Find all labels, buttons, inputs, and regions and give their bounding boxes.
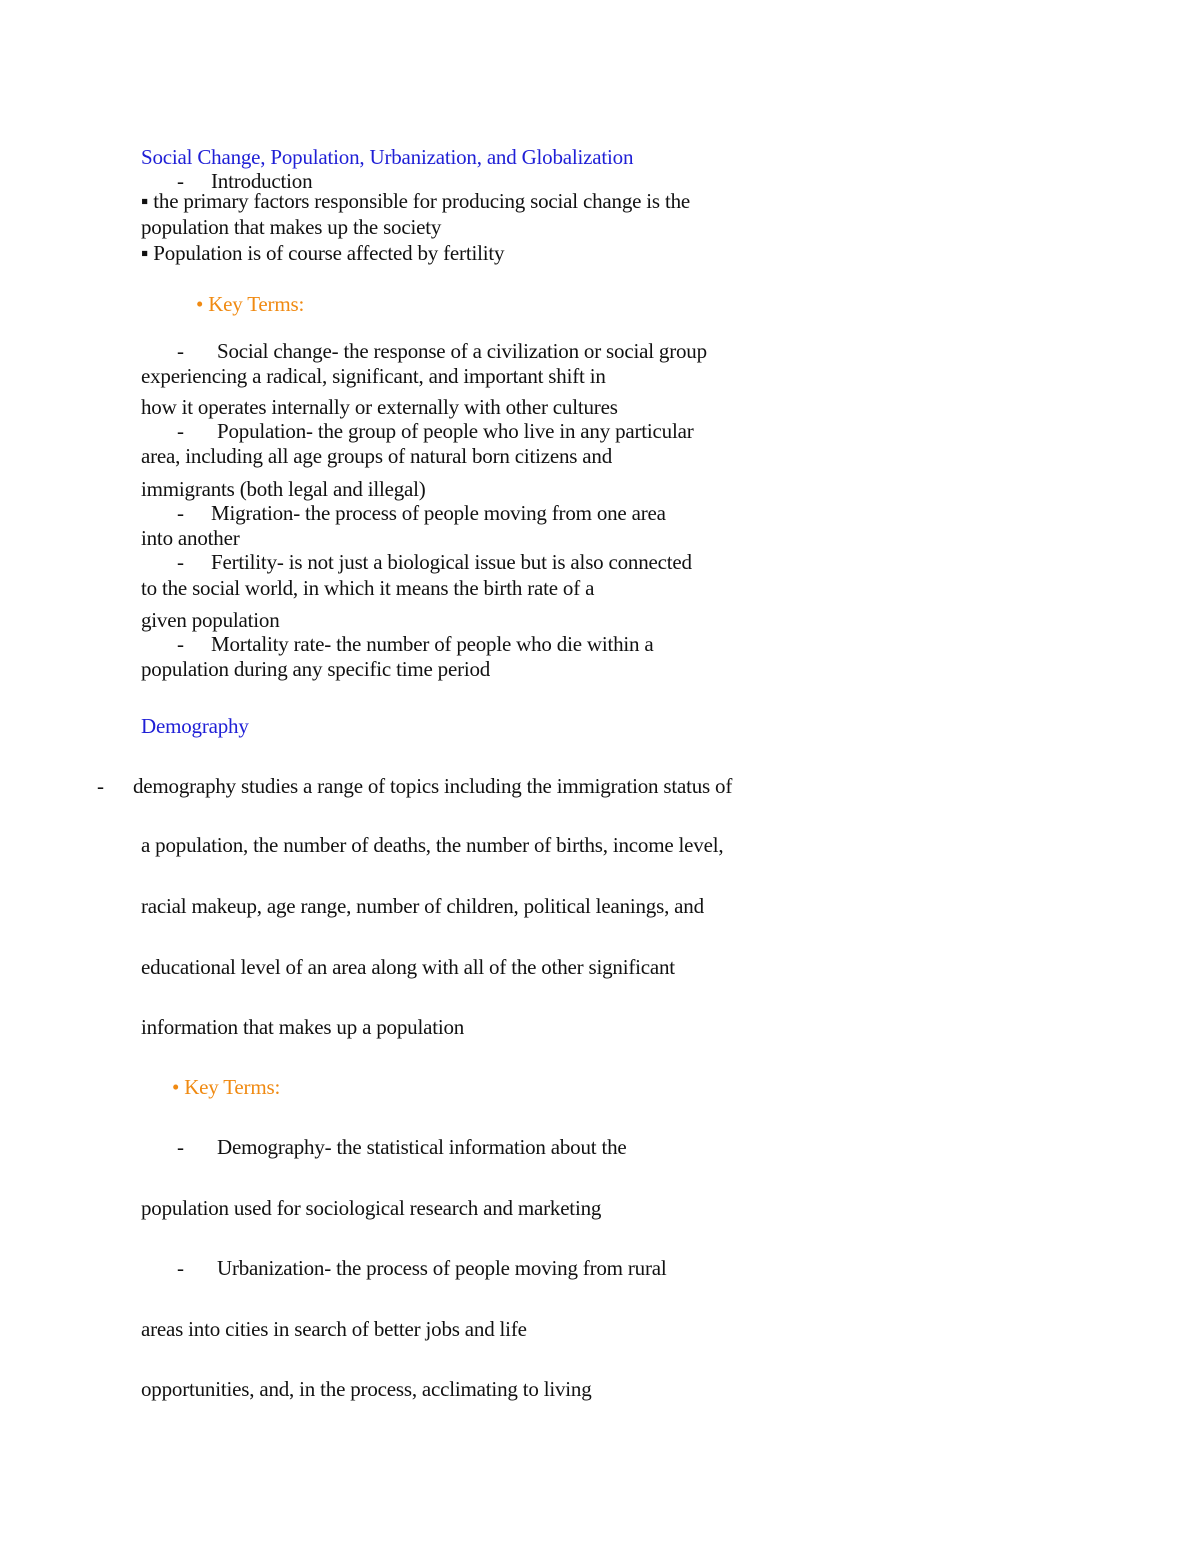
demography-line-4: educational level of an area along with all of the other significant	[141, 955, 675, 979]
term-urbanization-line-1: Urbanization- the process of people moving from rural	[217, 1256, 667, 1280]
term-population-line-3: immigrants (both legal and illegal)	[141, 477, 426, 501]
intro-dash: -	[177, 169, 184, 193]
term-fertility-line-1: Fertility- is not just a biological issue but is also connected	[211, 550, 692, 574]
demography-line-1: demography studies a range of topics including the immigration status of	[133, 774, 733, 798]
term-mortality-line-1: Mortality rate- the number of people who die within a	[211, 632, 654, 656]
intro-line-1: ▪ the primary factors responsible for producing social change is the	[141, 189, 691, 213]
demography-dash: -	[97, 774, 104, 798]
page-title: Social Change, Population, Urbanization, and Globalization	[141, 145, 634, 169]
term-population-line-2: area, including all age groups of natural born citizens and	[141, 444, 613, 468]
demography-line-5: information that makes up a population	[141, 1015, 465, 1039]
key-terms-heading-2: • Key Terms:	[172, 1075, 281, 1099]
term-dash: -	[177, 1135, 184, 1159]
term-dash: -	[177, 1256, 184, 1280]
term-urbanization-line-2: areas into cities in search of better jobs and life	[141, 1317, 527, 1341]
key-terms-heading-1: • Key Terms:	[196, 292, 305, 316]
term-social-change-line-1: Social change- the response of a civilization or social group	[217, 339, 707, 363]
term-dash: -	[177, 550, 184, 574]
term-dash: -	[177, 501, 184, 525]
term-migration-line-2: into another	[141, 526, 240, 550]
intro-line-2: population that makes up the society	[141, 215, 442, 239]
term-fertility-line-2: to the social world, in which it means the birth rate of a	[141, 576, 595, 600]
term-demography-line-2: population used for sociological research and marketing	[141, 1196, 602, 1220]
term-dash: -	[177, 339, 184, 363]
intro-label: Introduction	[211, 169, 313, 193]
term-mortality-line-2: population during any specific time period	[141, 657, 491, 681]
term-population-line-1: Population- the group of people who live in any particular	[217, 419, 694, 443]
term-fertility-line-3: given population	[141, 608, 280, 632]
term-social-change-line-2: experiencing a radical, significant, and important shift in	[141, 364, 606, 388]
term-migration-line-1: Migration- the process of people moving from one area	[211, 501, 666, 525]
term-dash: -	[177, 632, 184, 656]
term-urbanization-line-3: opportunities, and, in the process, acclimating to living	[141, 1377, 592, 1401]
demography-line-3: racial makeup, age range, number of children, political leanings, and	[141, 894, 704, 918]
term-dash: -	[177, 419, 184, 443]
term-social-change-line-3: how it operates internally or externally with other cultures	[141, 395, 618, 419]
intro-line-3: ▪ Population is of course affected by fertility	[141, 241, 505, 265]
demography-heading: Demography	[141, 714, 249, 738]
demography-line-2: a population, the number of deaths, the number of births, income level,	[141, 833, 724, 857]
term-demography-line-1: Demography- the statistical information about the	[217, 1135, 627, 1159]
